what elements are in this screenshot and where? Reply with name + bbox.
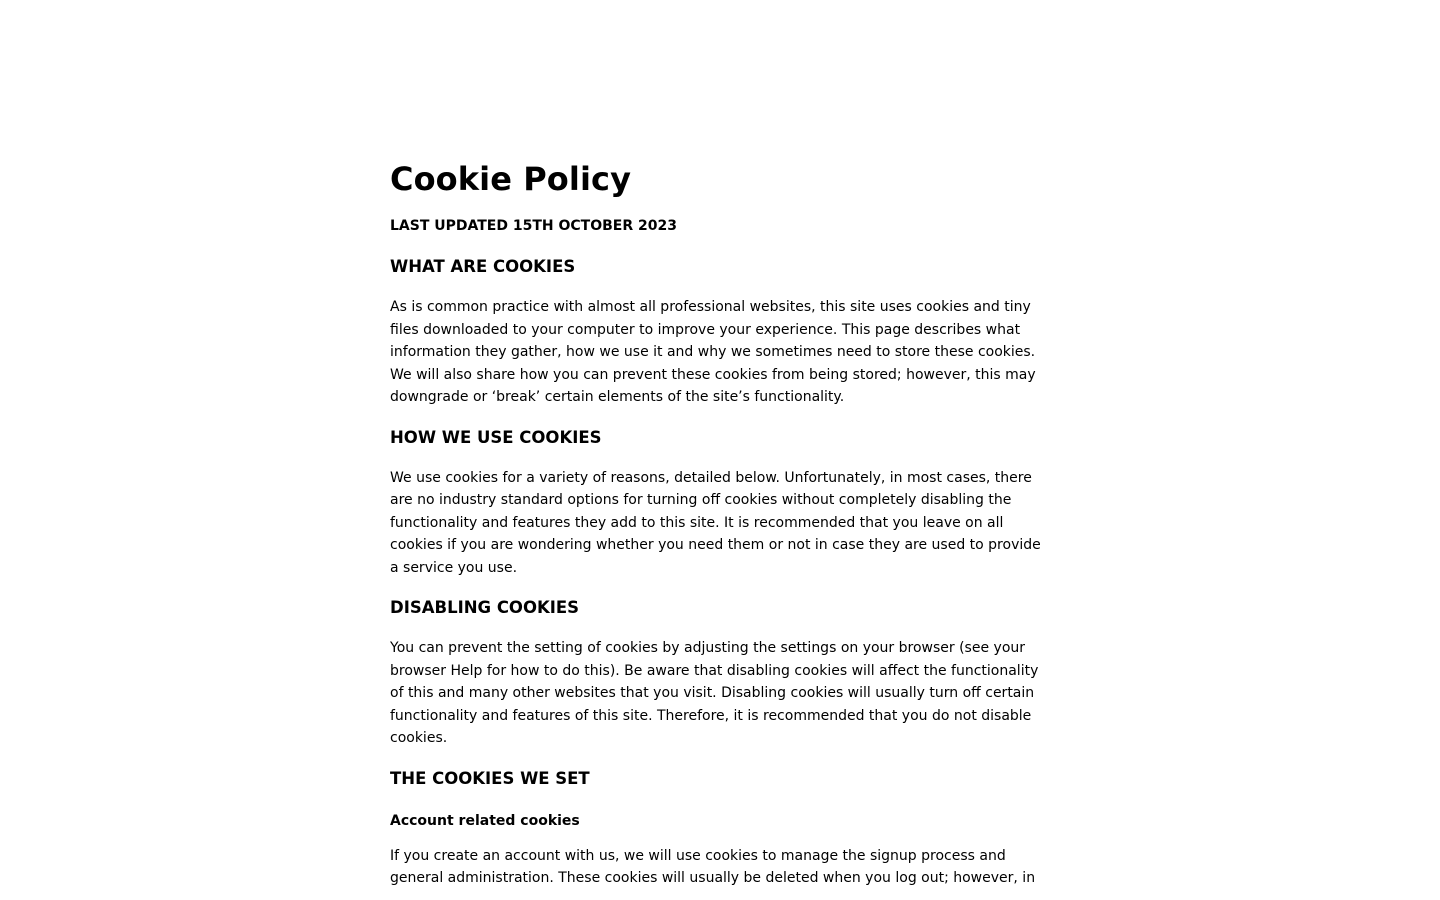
- section-heading: WHAT ARE COOKIES: [390, 257, 576, 276]
- section-the-cookies-we-set: [390, 767, 1050, 890]
- section-how-we-use-cookies: [390, 426, 1050, 580]
- section-what-are-cookies: [390, 255, 1050, 409]
- section-body: We use cookies for a variety of reasons, detailed below. Unfortunately, in most cases, there are no industry standard options for turning off cookies without completely disabling the functionality and features they add to this site. It is recommended that you leave on all cookies if you are wondering whether you need them or not in case they are used to provide a service you use.: [390, 469, 1041, 576]
- section-heading: HOW WE USE COOKIES: [390, 427, 602, 447]
- policy-content: [390, 155, 1050, 890]
- subsection-body: If you create an account with us, we will use cookies to manage the signup process and general administration. These cookies will usually be deleted when you log out; however, in: [390, 847, 1036, 886]
- page-title: Cookie Policy: [390, 160, 632, 198]
- section-body: You can prevent the setting of cookies by adjusting the settings on your browser (see your browser Help for how to do this). Be aware that disabling cookies will affect the functionality of this and many other websites that you visit. Disabling cookies will usually turn off certain functionality and features of this site. Therefore, it is recommended that you do not disable cookies.: [390, 640, 1039, 746]
- last-updated-date: LAST UPDATED 15TH OCTOBER 2023: [390, 218, 677, 234]
- subsection-heading-account-cookies: Account related cookies: [390, 812, 580, 829]
- section-heading: DISABLING COOKIES: [390, 598, 580, 617]
- section-heading: THE COOKIES WE SET: [390, 768, 590, 788]
- section-body: As is common practice with almost all professional websites, this site uses cookies and tiny files downloaded to your computer to improve your experience. This page describes what information they gather, how we use it and why we sometimes need to store these cookies. We will also share how you can prevent these cookies from being stored; however, this may downgrade or ‘break’ certain elements of the site’s functionality.: [390, 299, 1036, 405]
- section-disabling-cookies: [390, 596, 1050, 750]
